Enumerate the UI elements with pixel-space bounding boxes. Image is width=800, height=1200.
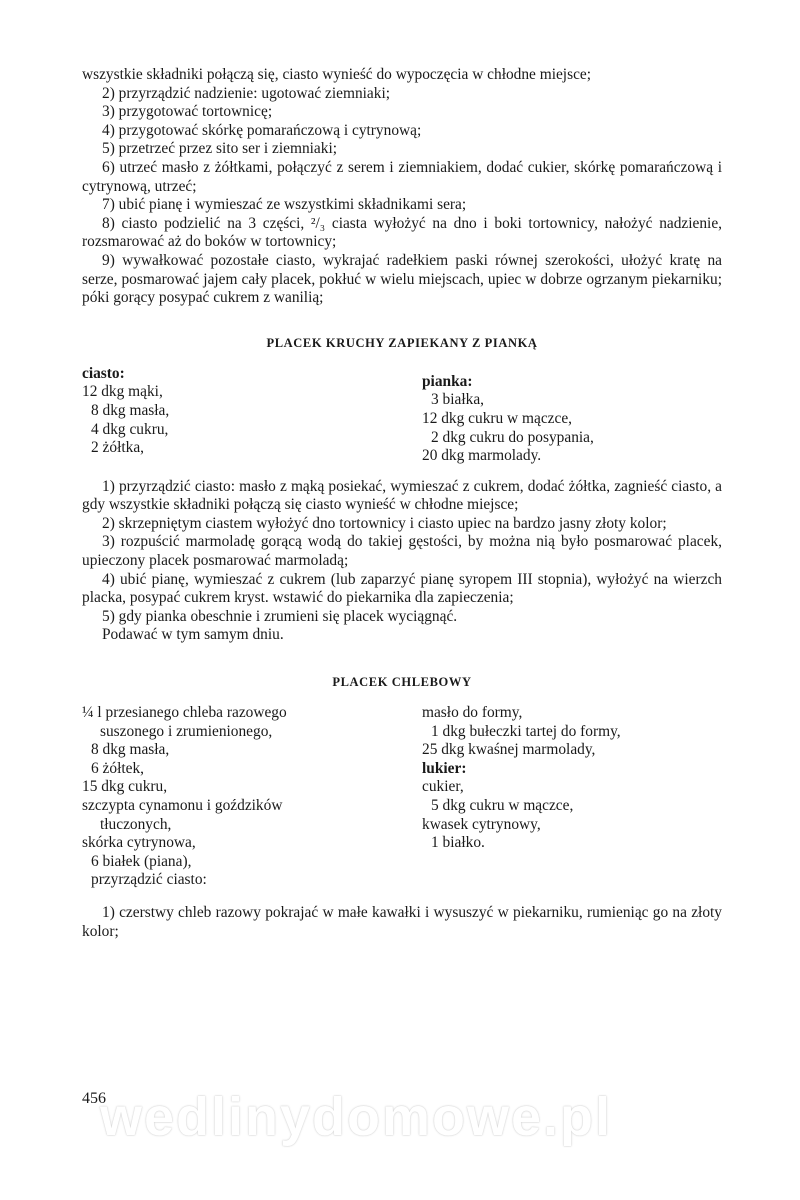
ingredient: 12 dkg cukru w mączce, xyxy=(422,409,572,427)
recipe1-steps xyxy=(82,478,722,645)
ingredient: 12 dkg mąki, xyxy=(82,383,163,401)
ingredient: masło do formy, xyxy=(422,704,523,722)
recipe1-meringue-heading: pianka: xyxy=(422,372,473,390)
recipe1-meringue-list xyxy=(422,373,722,466)
intro-step: 5) przetrzeć przez sito ser i ziemniaki; xyxy=(102,140,338,158)
recipe2-right-list xyxy=(422,704,722,890)
ingredient: ¼ l przesianego chleba razowego xyxy=(82,704,287,722)
ingredient: 1 dkg bułeczki tartej do formy, xyxy=(431,722,621,740)
recipe2-title: PLACEK CHLEBOWY xyxy=(332,675,472,690)
intro-section xyxy=(82,66,722,308)
recipe1-dough-list xyxy=(82,365,382,466)
intro-step: 3) przygotować tortownicę; xyxy=(102,103,273,121)
recipe1-step: 4) ubić pianę, wymieszać z cukrem (lub zaparzyć pianę syropem III stopnia), wyłożyć na wierzch placka, posypać cukrem kryst. wstawić do piekarnika dla zapieczenia; xyxy=(82,570,722,607)
recipe1-ingredients xyxy=(82,365,722,466)
ingredient: 5 dkg cukru w mączce, xyxy=(431,797,574,814)
intro-step: 6) utrzeć masło z żółtkami, połączyć z serem i ziemniakiem, dodać cukier, skórkę pomarańczową i cytrynową, utrzeć; xyxy=(82,158,722,195)
ingredient: 3 białka, xyxy=(431,391,484,409)
ingredient: skórka cytrynowa, xyxy=(82,834,196,852)
recipe2-steps xyxy=(82,904,722,941)
recipe1-step: 1) przyrządzić ciasto: masło z mąką posiekać, wymieszać z cukrem, dodać żółtka, zagnieść ciasto, a gdy wszystkie składniki połączą się ciasto wynieść w chłodne miejsce; xyxy=(82,477,722,514)
intro-line: wszystkie składniki połączą się, ciasto wynieść do wypoczęcia w chłodne miejsce; xyxy=(82,66,592,83)
recipe1-serving-note: Podawać w tym samym dniu. xyxy=(102,626,284,644)
recipe2-step: 1) czerstwy chleb razowy pokrajać w małe kawałki i wysuszyć w piekarniku, rumieniąc go na złoty kolor; xyxy=(82,903,722,940)
ingredient: 8 dkg masła, xyxy=(91,401,170,419)
ingredient: cukier, xyxy=(422,778,464,796)
ingredient: 15 dkg cukru, xyxy=(82,778,168,796)
watermark: wedlinydomowe.pl xyxy=(100,1087,613,1147)
ingredient: kwasek cytrynowy, xyxy=(422,815,541,833)
prep-instruction: przyrządzić ciasto: xyxy=(91,871,207,889)
recipe1-step: 2) skrzepniętym ciastem wyłożyć dno tortownicy i ciasto upiec na bardzo jasny złoty kolor; xyxy=(102,514,667,532)
ingredient: suszonego i zrumienionego, xyxy=(100,722,273,740)
ingredient: 4 dkg cukru, xyxy=(91,420,169,438)
intro-step: 4) przygotować skórkę pomarańczową i cytrynową; xyxy=(102,121,422,139)
ingredient: 2 dkg cukru do posypania, xyxy=(431,428,594,446)
recipe2-ingredients xyxy=(82,704,722,890)
recipe1-step: 3) rozpuścić marmoladę gorącą wodą do takiej gęstości, by można nią było posmarować placek, upieczony placek posmarować marmoladą; xyxy=(82,533,722,570)
page-content xyxy=(82,66,722,941)
ingredient: 20 dkg marmolady. xyxy=(422,447,542,465)
intro-step: 9) wywałkować pozostałe ciasto, wykrajać radełkiem paski równej szerokości, ułożyć kratę na serze, posmarować jajem cały placek, pokłuć w wielu miejscach, upiec w dobrze ogrzanym piekarniku; póki gorący posypać cukrem z wanilią; xyxy=(82,251,722,307)
intro-step: 7) ubić pianę i wymieszać ze wszystkimi składnikami sera; xyxy=(102,196,467,214)
icing-heading: lukier: xyxy=(422,759,467,777)
ingredient: 6 białek (piana), xyxy=(91,852,192,870)
ingredient: szczypta cynamonu i goździków xyxy=(82,797,283,814)
intro-step: 2) przyrządzić nadzienie: ugotować ziemniaki; xyxy=(102,84,391,102)
ingredient: 2 żółtka, xyxy=(91,439,144,457)
intro-step: 8) ciasto podzielić na 3 części, ²/₃ ciasta wyłożyć na dno i boki tortownicy, nałożyć nadzienie, rozsmarować aż do boków w tortownicy; xyxy=(82,214,722,251)
ingredient: 6 żółtek, xyxy=(91,759,144,777)
recipe1-dough-heading: ciasto: xyxy=(82,364,125,382)
ingredient: 1 białko. xyxy=(431,834,485,852)
recipe1-step: 5) gdy pianka obeschnie i zrumieni się placek wyciągnąć. xyxy=(102,607,458,625)
page-number: 456 xyxy=(82,1090,106,1107)
ingredient: 8 dkg masła, xyxy=(91,741,170,759)
recipe2-left-list xyxy=(82,704,412,890)
recipe1-title: PLACEK KRUCHY ZAPIEKANY Z PIANKĄ xyxy=(266,335,538,350)
ingredient: 25 dkg kwaśnej marmolady, xyxy=(422,741,596,759)
ingredient: tłuczonych, xyxy=(100,815,172,833)
